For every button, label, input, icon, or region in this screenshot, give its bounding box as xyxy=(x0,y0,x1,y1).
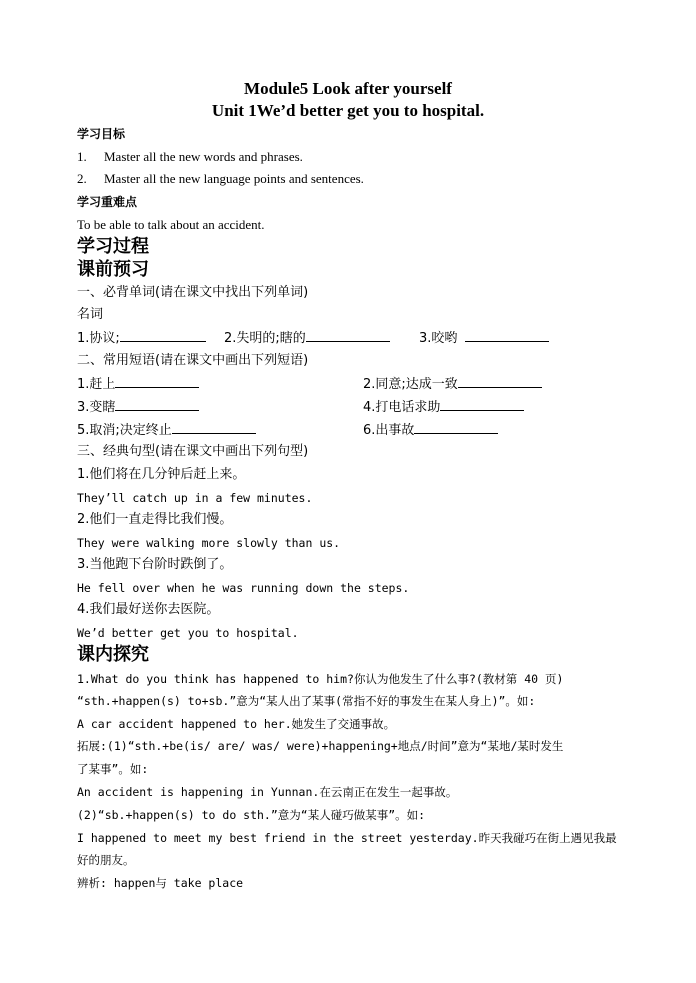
section3-heading: 三、经典句型(请在课文中画出下列句型) xyxy=(77,444,309,459)
process-heading: 学习过程 xyxy=(77,236,149,257)
answer-blank[interactable] xyxy=(306,329,390,342)
phrase-item xyxy=(363,398,524,417)
explore-line: I happened to meet my best friend in the street yesterday.昨天我碰巧在街上遇见我最 xyxy=(77,831,617,845)
sentence-en: They’ll catch up in a few minutes. xyxy=(77,491,313,505)
explore-line: 好的朋友。 xyxy=(77,853,135,867)
answer-blank[interactable] xyxy=(115,375,199,388)
answer-blank[interactable] xyxy=(440,398,524,411)
section2-heading: 二、常用短语(请在课文中画出下列短语) xyxy=(77,353,309,368)
preview-heading: 课前预习 xyxy=(77,259,149,280)
class-heading: 课内探究 xyxy=(77,644,149,665)
module-title: Module5 Look after yourself xyxy=(244,79,452,98)
explore-line: 拓展:(1)“sth.+be(is/ are/ was/ were)+happening+地点/时间”意为“某地/某时发生 xyxy=(77,739,564,753)
answer-blank[interactable] xyxy=(458,375,542,388)
sentence-cn: 2.他们一直走得比我们慢。 xyxy=(77,512,233,527)
answer-blank[interactable] xyxy=(465,329,549,342)
objective-item xyxy=(77,148,303,166)
explore-line: 辨析: happen与 take place xyxy=(77,876,244,890)
phrase-item xyxy=(77,421,256,440)
explore-line: 了某事”。如: xyxy=(77,762,149,776)
explore-line: An accident is happening in Yunnan.在云南正在发生一起事故。 xyxy=(77,785,458,799)
phrase-item xyxy=(363,421,498,440)
sentence-cn: 3.当他跑下台阶时跌倒了。 xyxy=(77,557,233,572)
word-item xyxy=(224,329,390,348)
sentence-en: He fell over when he was running down the steps. xyxy=(77,581,410,595)
key-points-text: To be able to talk about an accident. xyxy=(77,217,265,232)
explore-line: 1.What do you think has happened to him?你认为他发生了什么事?(教材第 40 页) xyxy=(77,672,564,686)
sentence-cn: 1.他们将在几分钟后赶上来。 xyxy=(77,467,246,482)
phrase-prompt: 2.同意;达成一致 xyxy=(363,377,458,392)
objective-text: Master all the new words and phrases. xyxy=(104,149,303,164)
phrase-prompt: 5.取消;决定终止 xyxy=(77,423,172,438)
section1-heading: 一、必背单词(请在课文中找出下列单词) xyxy=(77,285,309,300)
answer-blank[interactable] xyxy=(115,398,199,411)
word-prompt: 2.失明的;瞎的 xyxy=(224,331,306,346)
phrase-prompt: 6.出事故 xyxy=(363,423,415,438)
sentence-en: We’d better get you to hospital. xyxy=(77,626,299,640)
explore-line: “sth.+happen(s) to+sb.”意为“某人出了某事(常指不好的事发生在某人身上)”。如: xyxy=(77,694,536,708)
key-points-heading: 学习重难点 xyxy=(77,195,138,209)
objectives-heading: 学习目标 xyxy=(77,127,126,141)
sentence-en: They were walking more slowly than us. xyxy=(77,536,341,550)
word-item xyxy=(419,329,549,348)
answer-blank[interactable] xyxy=(172,421,256,434)
objective-number: 2. xyxy=(77,171,87,186)
sentence-cn: 4.我们最好送你去医院。 xyxy=(77,602,220,617)
objective-number: 1. xyxy=(77,149,87,164)
explore-line: (2)“sb.+happen(s) to do sth.”意为“某人碰巧做某事”。如: xyxy=(77,808,426,822)
objective-text: Master all the new language points and sentences. xyxy=(104,171,364,186)
word-prompt: 3.咬哟 xyxy=(419,331,458,346)
answer-blank[interactable] xyxy=(120,329,206,342)
phrase-prompt: 3.变瞎 xyxy=(77,400,116,415)
word-prompt: 1.协议; xyxy=(77,331,120,346)
phrase-prompt: 1.赶上 xyxy=(77,377,116,392)
word-item xyxy=(77,329,206,348)
section1-sub: 名词 xyxy=(77,307,104,322)
explore-line: A car accident happened to her.她发生了交通事故。 xyxy=(77,717,396,731)
phrase-prompt: 4.打电话求助 xyxy=(363,400,441,415)
objective-item xyxy=(77,170,364,188)
phrase-item xyxy=(77,398,199,417)
answer-blank[interactable] xyxy=(414,421,498,434)
phrase-item xyxy=(363,375,542,394)
phrase-item xyxy=(77,375,199,394)
unit-title: Unit 1We’d better get you to hospital. xyxy=(211,101,485,120)
